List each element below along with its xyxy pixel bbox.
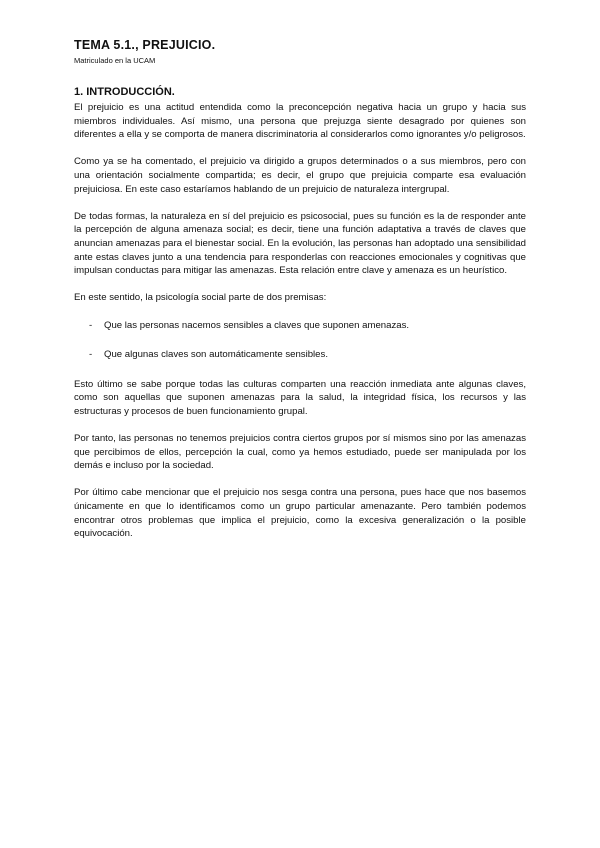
paragraph-threat-perception: Por tanto, las personas no tenemos prejuicios contra ciertos grupos por sí mismos sino por las amenazas que percibimos de ellos, percepción la cual, como ya hemos estudiado, puede ser manipulada por los demás e incluso por la sociedad. — [74, 433, 526, 472]
document-subtitle: Matriculado en la UCAM — [74, 56, 156, 65]
paragraph-cultures: Esto último se sabe porque todas las culturas comparten una reacción inmediata ante algunas claves, como son aquellas que suponen amenazas para la salud, la integridad física, los recursos y las estructuras y procesos de buen funcionamiento grupal. — [74, 378, 526, 417]
bullet-dash: - — [89, 349, 93, 361]
list-item — [74, 348, 526, 362]
premise-text: Que algunas claves son automáticamente sensibles. — [104, 349, 328, 361]
document-title: TEMA 5.1., PREJUICIO. — [74, 38, 216, 52]
paragraph-psychosocial: De todas formas, la naturaleza en sí del prejuicio es psicosocial, pues su función es la de responder ante la percepción de alguna amenaza social; es decir, tiene una función adaptativa a través de claves que anuncian amenazas para el bienestar social. En la evolución, las personas han adoptado una sensibilidad ante estas claves junto a una tendencia para responderlas con reacciones emocionales y cognitivas que impulsan conductas para mitigar las amenazas. Esta relación entre clave y amenaza es un heurístico. — [74, 210, 526, 277]
paragraph-definition: El prejuicio es una actitud entendida como la preconcepción negativa hacia un grupo y hacia sus miembros individuales. Así mismo, una persona que prejuzga siente desagrado por quienes son diferentes a ella y se comporta de manera discriminatoria al considerarlos como ignorantes y/o peligrosos. — [74, 102, 526, 141]
premises-list — [74, 319, 526, 362]
paragraph-conclusion: Por último cabe mencionar que el prejuicio nos sesga contra una persona, pues hace que nos basemos únicamente en que lo identificamos como un grupo particular amenazante. Pero también podemos encontrar otros problemas que implica el prejuicio, como la excesiva generalización o la posible equivocación. — [74, 487, 526, 540]
bullet-dash: - — [89, 319, 93, 331]
list-item — [74, 319, 526, 333]
section-heading: 1. INTRODUCCIÓN. — [74, 86, 175, 98]
premise-text: Que las personas nacemos sensibles a claves que suponen amenazas. — [104, 319, 410, 331]
paragraph-intergroup: Como ya se ha comentado, el prejuicio va dirigido a grupos determinados o a sus miembros, pero con una orientación socialmente compartida; es decir, el grupo que prejuicia comparte esa evaluación prejuiciosa. En este caso estaríamos hablando de un prejuicio de naturaleza intergrupal. — [74, 156, 526, 195]
paragraph-premises-intro: En este sentido, la psicología social parte de dos premisas: — [74, 292, 327, 304]
